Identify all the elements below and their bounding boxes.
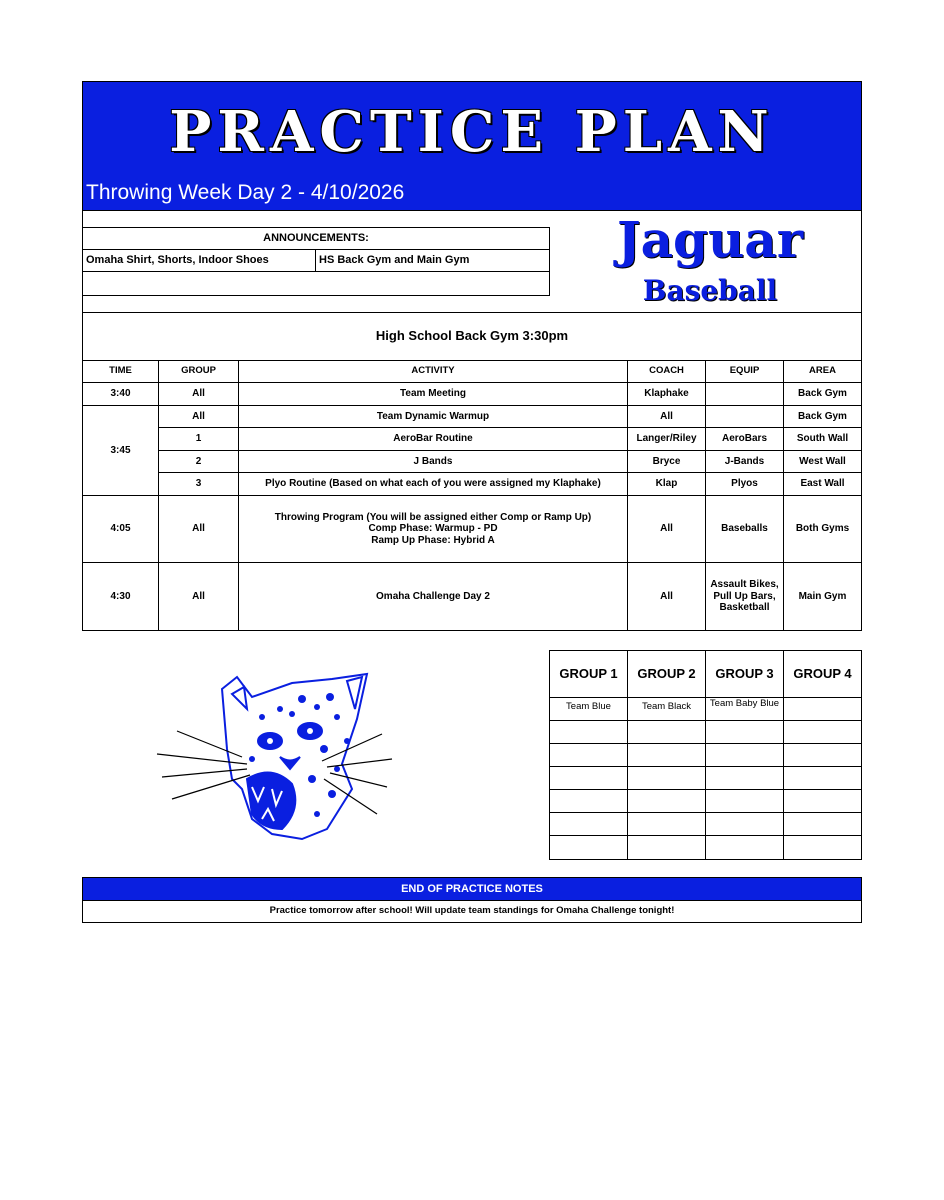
- row4-group: 2: [158, 450, 239, 473]
- row4-area: West Wall: [783, 450, 862, 473]
- row5-equip: Plyos: [705, 472, 784, 496]
- row1-group: All: [158, 382, 239, 406]
- col-activity: ACTIVITY: [238, 360, 628, 383]
- group-empty-cell: [705, 789, 784, 813]
- row2-group: All: [158, 405, 239, 428]
- row3-area: South Wall: [783, 427, 862, 451]
- row1-equip: [705, 382, 784, 406]
- session-title: High School Back Gym 3:30pm: [82, 312, 862, 361]
- announcement-blank-row: [82, 271, 550, 296]
- row6-area: Both Gyms: [783, 495, 862, 563]
- group-empty-cell: [783, 720, 862, 744]
- row6-coach: All: [627, 495, 706, 563]
- row2-coach: All: [627, 405, 706, 428]
- group-empty-cell: [549, 812, 628, 836]
- row5-coach: Klap: [627, 472, 706, 496]
- group-empty-cell: [627, 766, 706, 790]
- row6-activity-line1: Throwing Program (You will be assigned either Comp or Ramp Up): [274, 511, 592, 523]
- practice-plan-sheet: [82, 81, 862, 923]
- group2-team: Team Black: [627, 697, 706, 721]
- group3-team: Team Baby Blue: [705, 697, 784, 721]
- group-empty-cell: [549, 743, 628, 767]
- jaguar-mascot-icon: [152, 669, 397, 849]
- row3-group: 1: [158, 427, 239, 451]
- group-empty-cell: [705, 835, 784, 860]
- row4-equip: J-Bands: [705, 450, 784, 473]
- col-coach: COACH: [627, 360, 706, 383]
- group4-team: [783, 697, 862, 721]
- group-empty-cell: [627, 789, 706, 813]
- group-header-4: GROUP 4: [783, 650, 862, 698]
- row6-activity-line2: Comp Phase: Warmup - PD: [368, 523, 498, 535]
- group-empty-cell: [783, 766, 862, 790]
- row3-coach: Langer/Riley: [627, 427, 706, 451]
- group-empty-cell: [549, 789, 628, 813]
- row3-equip: AeroBars: [705, 427, 784, 451]
- group-header-3: GROUP 3: [705, 650, 784, 698]
- row6-activity: [238, 495, 628, 563]
- group-empty-cell: [627, 720, 706, 744]
- col-group: GROUP: [158, 360, 239, 383]
- group-empty-cell: [627, 743, 706, 767]
- row5-activity: Plyo Routine (Based on what each of you were assigned my Klaphake): [238, 472, 628, 496]
- row2-area: Back Gym: [783, 405, 862, 428]
- row-time-345: 3:45: [82, 405, 159, 496]
- group-empty-cell: [549, 835, 628, 860]
- row5-area: East Wall: [783, 472, 862, 496]
- row1-activity: Team Meeting: [238, 382, 628, 406]
- row6-time: 4:05: [82, 495, 159, 563]
- page-title: PRACTICE PLAN: [169, 99, 775, 165]
- row4-activity: J Bands: [238, 450, 628, 473]
- group-empty-cell: [627, 812, 706, 836]
- row7-activity: Omaha Challenge Day 2: [238, 562, 628, 631]
- announcements-heading: ANNOUNCEMENTS:: [82, 227, 550, 250]
- group-empty-cell: [705, 812, 784, 836]
- col-equip: EQUIP: [705, 360, 784, 383]
- row1-coach: Klaphake: [627, 382, 706, 406]
- group-empty-cell: [705, 766, 784, 790]
- logo-baseball: Baseball: [642, 274, 778, 307]
- group-empty-cell: [783, 789, 862, 813]
- group-empty-cell: [783, 743, 862, 767]
- row7-area: Main Gym: [783, 562, 862, 631]
- groups-table: [549, 650, 862, 861]
- row2-equip: [705, 405, 784, 428]
- row2-activity: Team Dynamic Warmup: [238, 405, 628, 428]
- group-empty-cell: [549, 720, 628, 744]
- group-empty-cell: [549, 766, 628, 790]
- row1-time: 3:40: [82, 382, 159, 406]
- announcement-location: HS Back Gym and Main Gym: [315, 249, 550, 272]
- row3-activity: AeroBar Routine: [238, 427, 628, 451]
- row6-equip: Baseballs: [705, 495, 784, 563]
- group-empty-cell: [705, 743, 784, 767]
- row7-time: 4:30: [82, 562, 159, 631]
- row1-area: Back Gym: [783, 382, 862, 406]
- row7-group: All: [158, 562, 239, 631]
- group-header-2: GROUP 2: [627, 650, 706, 698]
- group-empty-cell: [783, 835, 862, 860]
- row7-equip: Assault Bikes, Pull Up Bars, Basketball: [705, 562, 784, 631]
- col-time: TIME: [82, 360, 159, 383]
- col-area: AREA: [783, 360, 862, 383]
- page-subtitle: Throwing Week Day 2 - 4/10/2026: [86, 181, 405, 204]
- row6-activity-line3: Ramp Up Phase: Hybrid A: [371, 534, 495, 546]
- notes-text: Practice tomorrow after school! Will update team standings for Omaha Challenge tonight!: [82, 900, 862, 923]
- group-empty-cell: [705, 720, 784, 744]
- notes-heading: END OF PRACTICE NOTES: [82, 877, 862, 901]
- announcement-attire: Omaha Shirt, Shorts, Indoor Shoes: [82, 249, 316, 272]
- group-header-1: GROUP 1: [549, 650, 628, 698]
- logo-jaguar: Jaguar: [616, 210, 804, 269]
- row5-group: 3: [158, 472, 239, 496]
- row4-coach: Bryce: [627, 450, 706, 473]
- row6-group: All: [158, 495, 239, 563]
- group1-team: Team Blue: [549, 697, 628, 721]
- row7-coach: All: [627, 562, 706, 631]
- group-empty-cell: [627, 835, 706, 860]
- group-empty-cell: [783, 812, 862, 836]
